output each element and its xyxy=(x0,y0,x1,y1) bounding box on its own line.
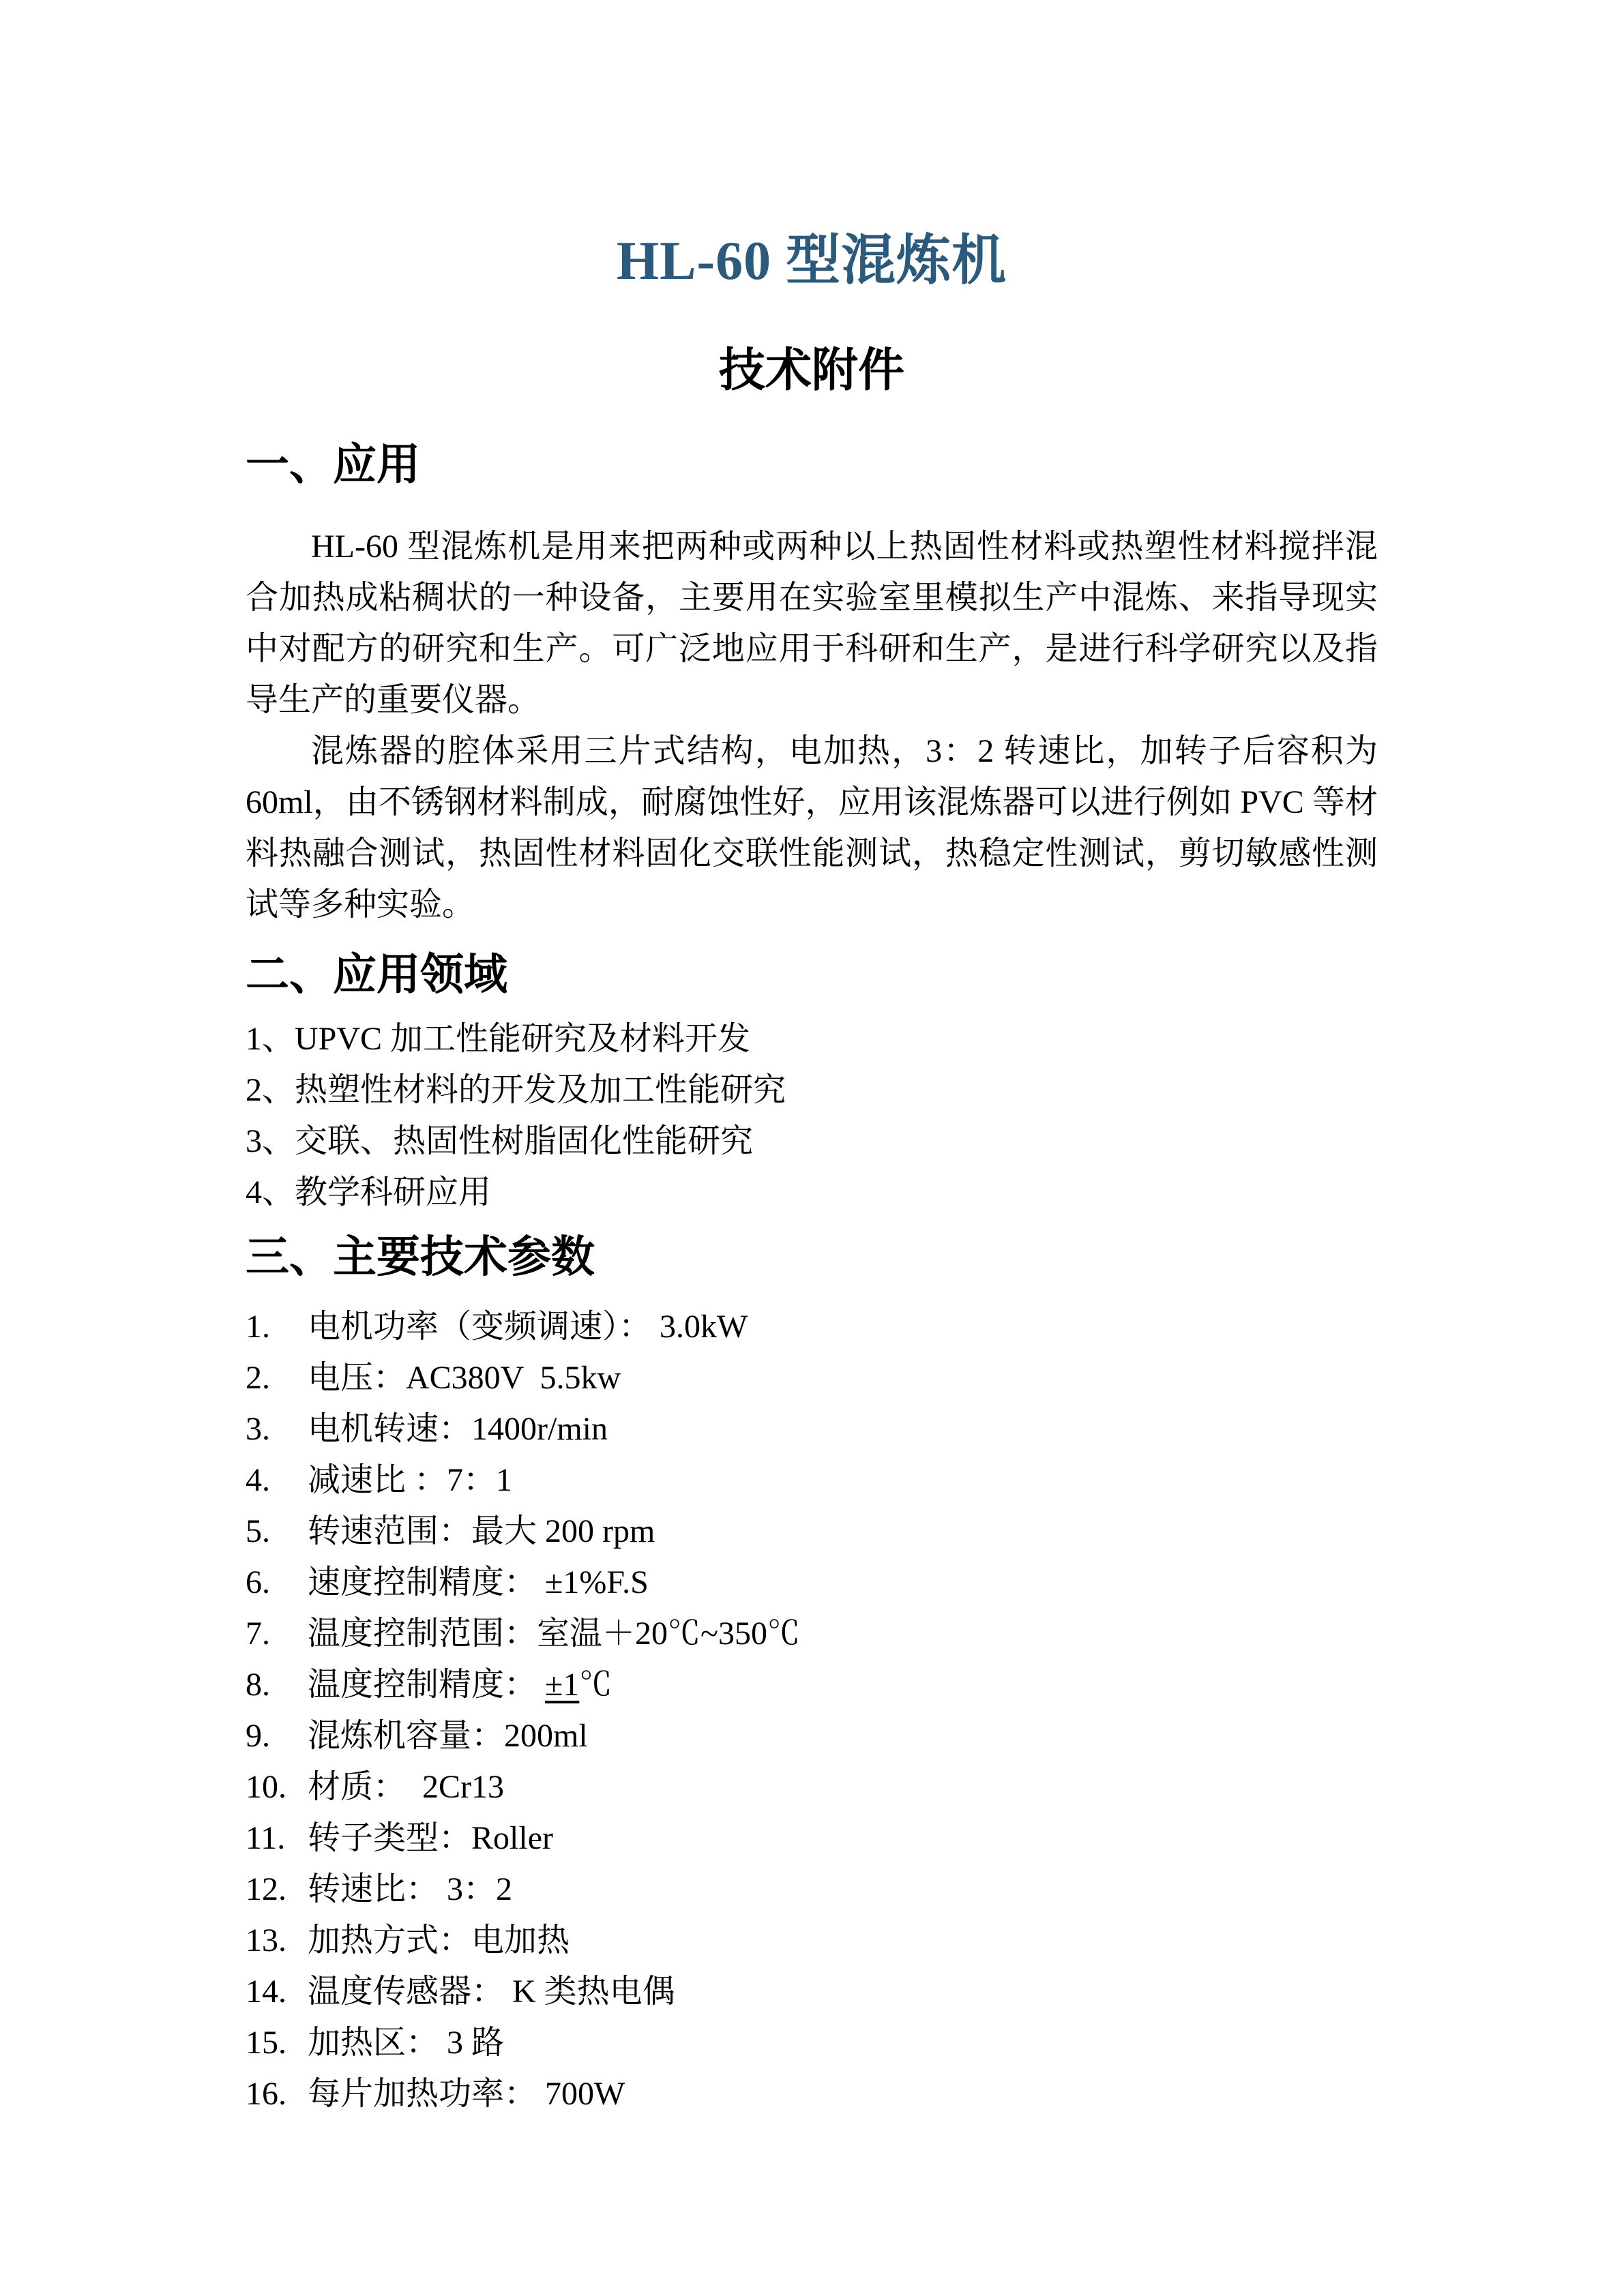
parameter-item xyxy=(246,1710,1378,1761)
parameter-text: 转速范围：最大 200 rpm xyxy=(308,1513,655,1549)
parameter-number: 13. xyxy=(246,1922,286,1958)
parameter-number: 16. xyxy=(246,2076,286,2112)
application-paragraphs xyxy=(246,521,1386,930)
parameter-item xyxy=(246,1557,1378,1608)
section-application-heading: 一、应用 xyxy=(246,441,420,489)
fields-list xyxy=(246,1013,1378,1218)
parameter-item xyxy=(246,1352,1378,1403)
underlined-value: ±1 xyxy=(545,1667,580,1703)
parameter-number: 3. xyxy=(246,1411,270,1447)
parameter-number: 7. xyxy=(246,1615,270,1652)
parameter-text: 减速比 ：7：1 xyxy=(308,1462,513,1498)
parameters-list xyxy=(246,1301,1378,2119)
parameter-text: 温度传感器： K 类热电偶 xyxy=(308,1973,675,2010)
section-application xyxy=(246,441,1386,930)
parameter-text: 材质： 2Cr13 xyxy=(308,1769,505,1805)
field-list-item: 4、教学科研应用 xyxy=(246,1174,492,1210)
document-subtitle: 技术附件 xyxy=(718,344,904,396)
document-header xyxy=(246,230,1378,397)
document-title: HL-60 型混炼机 xyxy=(616,231,1007,291)
parameter-number: 11. xyxy=(246,1820,286,1856)
parameter-number: 8. xyxy=(246,1667,270,1703)
parameter-number: 9. xyxy=(246,1718,270,1754)
parameter-item xyxy=(246,2017,1378,2068)
parameter-number: 15. xyxy=(246,2025,286,2061)
parameter-text: 电机功率（变频调速）： 3.0kW xyxy=(308,1309,748,1345)
parameter-item xyxy=(246,1455,1378,1506)
parameter-item xyxy=(246,1864,1378,1915)
parameter-text: 每片加热功率： 700W xyxy=(308,2076,625,2112)
parameter-number: 12. xyxy=(246,1871,286,1907)
parameter-item xyxy=(246,1659,1378,1710)
parameter-text: 速度控制精度： ±1%F.S xyxy=(308,1564,649,1600)
field-list-item: 1、UPVC 加工性能研究及材料开发 xyxy=(246,1021,751,1057)
section-parameters-heading: 三、主要技术参数 xyxy=(246,1233,595,1281)
parameter-text: 加热区： 3 路 xyxy=(308,2025,505,2061)
parameter-number: 1. xyxy=(246,1309,270,1345)
parameter-number: 14. xyxy=(246,1973,286,2010)
parameter-text: 电压：AC380V 5.5kw xyxy=(308,1360,621,1396)
parameter-item xyxy=(246,1403,1378,1455)
application-paragraph: 混炼器的腔体采用三片式结构，电加热，3：2 转速比，加转子后容积为 60ml，由不锈钢材料制成，耐腐蚀性好，应用该混炼器可以进行例如 PVC 等材料热融合测试，热固性材料固化交联性能测试，热稳定性测试，剪切敏感性测试等多种实验。 xyxy=(246,733,1386,923)
parameter-item xyxy=(246,1813,1378,1864)
parameter-item xyxy=(246,2068,1378,2119)
field-list-item: 3、交联、热固性树脂固化性能研究 xyxy=(246,1123,754,1159)
parameter-text: 混炼机容量：200ml xyxy=(308,1718,588,1754)
parameter-item xyxy=(246,1506,1378,1557)
section-fields xyxy=(246,951,1378,1218)
parameter-item xyxy=(246,1301,1378,1352)
field-list-item: 2、热塑性材料的开发及加工性能研究 xyxy=(246,1072,786,1108)
parameter-number: 10. xyxy=(246,1769,286,1805)
parameter-item xyxy=(246,1966,1378,2017)
parameter-text: 电机转速：1400r/min xyxy=(308,1411,608,1447)
parameter-number: 6. xyxy=(246,1564,270,1600)
section-fields-heading: 二、应用领域 xyxy=(246,951,507,999)
parameter-text: 转速比： 3：2 xyxy=(308,1871,513,1907)
parameter-text: 温度控制精度： ±1℃ xyxy=(308,1667,612,1703)
parameter-number: 2. xyxy=(246,1360,270,1396)
section-parameters xyxy=(246,1233,1378,2119)
parameter-item xyxy=(246,1761,1378,1813)
parameter-item xyxy=(246,1608,1378,1659)
parameter-text: 温度控制范围：室温＋20℃~350℃ xyxy=(308,1615,800,1652)
parameter-number: 5. xyxy=(246,1513,270,1549)
parameter-text: 加热方式：电加热 xyxy=(308,1922,570,1958)
parameter-item xyxy=(246,1915,1378,1966)
parameter-text: 转子类型：Roller xyxy=(308,1820,553,1856)
parameter-number: 4. xyxy=(246,1462,270,1498)
application-paragraph: HL-60 型混炼机是用来把两种或两种以上热固性材料或热塑性材料搅拌混合加热成粘稠状的一种设备，主要用在实验室里模拟生产中混炼、来指导现实中对配方的研究和生产。可广泛地应用于科研和生产，是进行科学研究以及指导生产的重要仪器。 xyxy=(246,528,1378,718)
